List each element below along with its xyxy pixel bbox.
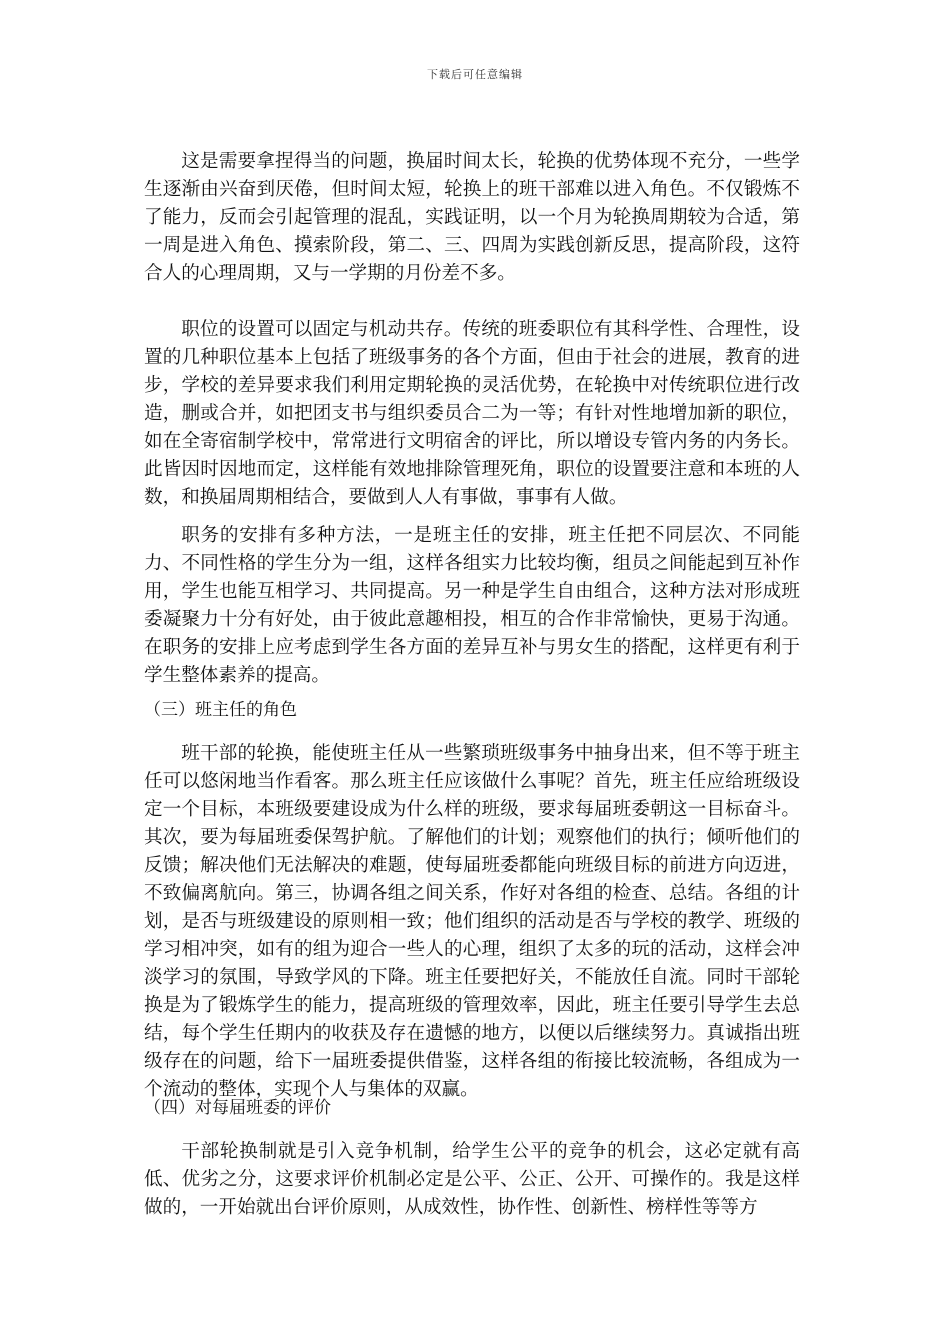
section-heading: （三）班主任的角色 bbox=[144, 700, 297, 720]
body-text: 班干部的轮换，能使班主任从一些繁琐班级事务中抽身出来，但不等于班主任可以悠闲地当作看客。那么班主任应该做什么事呢？首先，班主任应给班级设定一个目标，本班级要建设成为什么样的班级，要求每届班委朝这一目标奋斗。其次，要为每届班委保驾护航。了解他们的计划；观察他们的执行；倾听他们的反馈；解决他们无法解决的难题，使每届班委都能向班级目标的前进方向迈进，不致偏离航向。第三，协调各组之间关系，作好对各组的检查、总结。各组的计划，是否与班级建设的原则相一致；他们组织的活动是否与学校的教学、班级的学习相冲突，如有的组为迎合一些人的心理，组织了太多的玩的活动，这样会冲淡学习的氛围，导致学风的下降。班主任要把好关，不能放任自流。同时干部轮换是为了锻炼学生的能力，提高班级的管理效率，因此，班主任要引导学生去总结，每个学生任期内的收获及存在遗憾的地方，以便以后继续努力。真诚指出班级存在的问题，给下一届班委提供借鉴，这样各组的衔接比较流畅，各组成为一个流动的整体，实现个人与集体的双赢。 bbox=[144, 743, 800, 1100]
body-text: 干部轮换制就是引入竞争机制，给学生公平的竞争的机会，这必定就有高低、优劣之分，这要求评价机制必定是公平、公正、公开、可操作的。我是这样做的，一开始就出台评价原则，从成效性，协作性、创新性、榜样性等等方 bbox=[144, 1141, 800, 1218]
paragraph-duty-arrangement bbox=[144, 522, 800, 690]
section-heading-3 bbox=[144, 696, 800, 724]
section-heading-4 bbox=[144, 1094, 800, 1122]
paragraph-rotation-period bbox=[144, 148, 800, 288]
page-header: 下载后可任意编辑 bbox=[427, 68, 523, 81]
body-text: 职务的安排有多种方法，一是班主任的安排，班主任把不同层次、不同能力、不同性格的学生分为一组，这样各组实力比较均衡，组员之间能起到互补作用，学生也能互相学习、共同提高。另一种是学生自由组合，这种方法对形成班委凝聚力十分有好处，由于彼此意趣相投，相互的合作非常愉快，更易于沟通。在职务的安排上应考虑到学生各方面的差异互补与男女生的搭配，这样更有利于学生整体素养的提高。 bbox=[144, 525, 800, 686]
section-heading: （四）对每届班委的评价 bbox=[144, 1098, 331, 1118]
paragraph-position-setup bbox=[144, 316, 800, 512]
paragraph-evaluation bbox=[144, 1138, 800, 1222]
paragraph-teacher-role bbox=[144, 740, 800, 1104]
body-text: 这是需要拿捏得当的问题，换届时间太长，轮换的优势体现不充分，一些学生逐渐由兴奋到厌倦，但时间太短，轮换上的班干部难以进入角色。不仅锻炼不了能力，反而会引起管理的混乱，实践证明，以一个月为轮换周期较为合适，第一周是进入角色、摸索阶段，第二、三、四周为实践创新反思，提高阶段，这符合人的心理周期，又与一学期的月份差不多。 bbox=[144, 151, 800, 284]
body-text: 职位的设置可以固定与机动共存。传统的班委职位有其科学性、合理性，设置的几种职位基本上包括了班级事务的各个方面，但由于社会的进展，教育的进步，学校的差异要求我们利用定期轮换的灵活优势，在轮换中对传统职位进行改造，删或合并，如把团支书与组织委员合二为一等；有针对性地增加新的职位，如在全寄宿制学校中，常常进行文明宿舍的评比，所以增设专管内务的内务长。此皆因时因地而定，这样能有效地排除管理死角，职位的设置要注意和本班的人数，和换届周期相结合，要做到人人有事做，事事有人做。 bbox=[144, 319, 800, 508]
